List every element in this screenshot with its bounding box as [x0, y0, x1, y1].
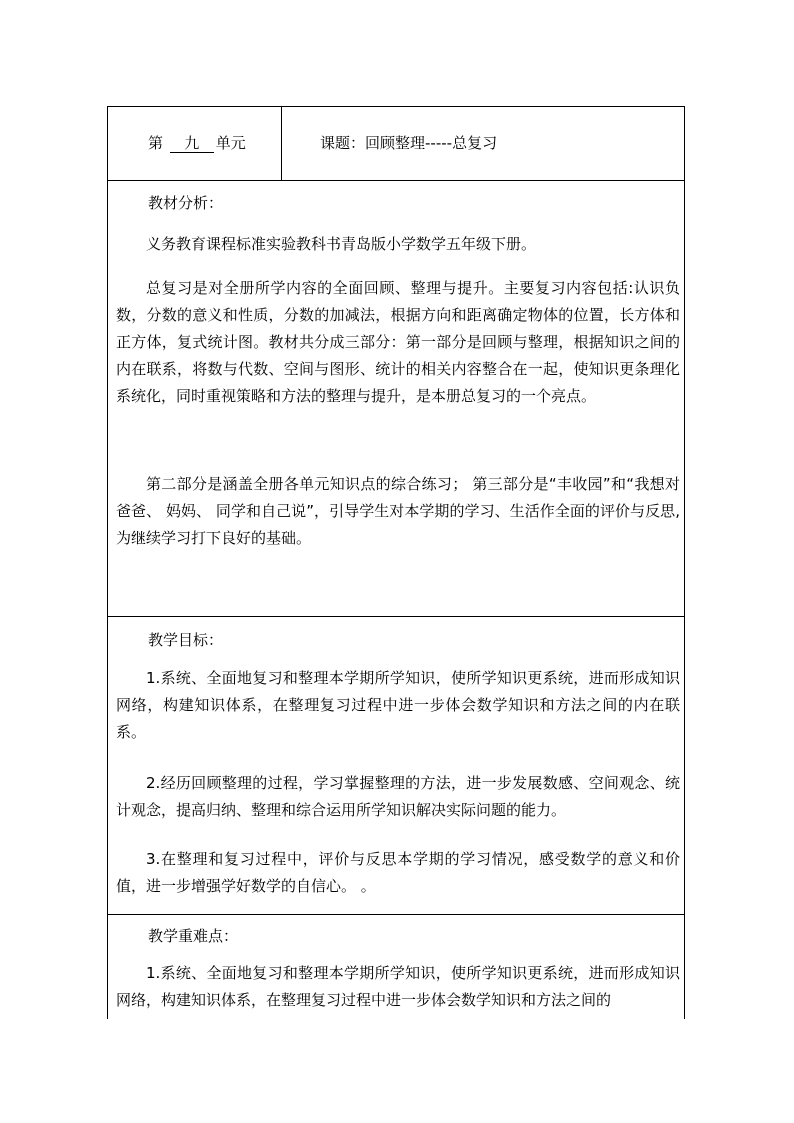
analysis-section	[108, 181, 684, 617]
goal-item-1: 1.系统、全面地复习和整理本学期所学知识，使所学知识更系统，进而形成知识网络，构建知识体系，在整理复习过程中进一步体会数学知识和方法之间的内在联系。	[116, 669, 680, 741]
key-point-item-1: 1.系统、全面地复习和整理本学期所学知识，使所学知识更系统，进而形成知识网络，构建知识体系，在整理复习过程中进一步体会数学知识和方法之间的	[116, 964, 680, 1009]
analysis-title: 教材分析：	[148, 194, 224, 212]
analysis-paragraph-2: 总复习是对全册所学内容的全面回顾、整理与提升。主要复习内容包括:认识负数，分数的意义和性质，分数的加减法，根据方向和距离确定物体的位置，长方体和正方体，复式统计图。教材共分成三部分：第一部分是回顾与整理，根据知识之间的内在联系，将数与代数、空间与图形、统计的相关内容整合在一起，使知识更条理化系统化，同时重视策略和方法的整理与提升，是本册总复习的一个亮点。	[116, 279, 680, 405]
key-points-title: 教学重难点：	[148, 927, 239, 945]
goals-section	[108, 617, 684, 915]
goal-item-3: 3.在整理和复习过程中，评价与反思本学期的学习情况，感受数学的意义和价值，进一步增强学好数学的自信心。 。	[116, 850, 680, 895]
analysis-paragraph-1: 义务教育课程标准实验教科书青岛版小学数学五年级下册。	[146, 235, 537, 253]
unit-suffix: 单元	[215, 134, 246, 152]
unit-label	[148, 132, 246, 153]
unit-number: 九	[170, 135, 214, 153]
unit-cell	[108, 107, 282, 180]
unit-prefix: 第	[148, 134, 164, 152]
key-points-section	[108, 915, 684, 1019]
goals-title: 教学目标：	[148, 631, 224, 649]
topic-cell	[282, 107, 684, 180]
analysis-paragraph-3: 第二部分是涵盖全册各单元知识点的综合练习； 第三部分是“丰收园”和“我想对爸爸、 妈妈、 同学和自己说”，引导学生对本学期的学习、生活作全面的评价与反思,为继续学习打下良好的基础。	[116, 475, 680, 547]
topic-title: 课题：回顾整理-----总复习	[320, 134, 498, 152]
lesson-plan-table	[107, 106, 685, 1019]
header-row	[108, 107, 684, 181]
goal-item-2: 2.经历回顾整理的过程，学习掌握整理的方法，进一步发展数感、空间观念、统计观念，提高归纳、整理和综合运用所学知识解决实际问题的能力。	[116, 774, 680, 819]
